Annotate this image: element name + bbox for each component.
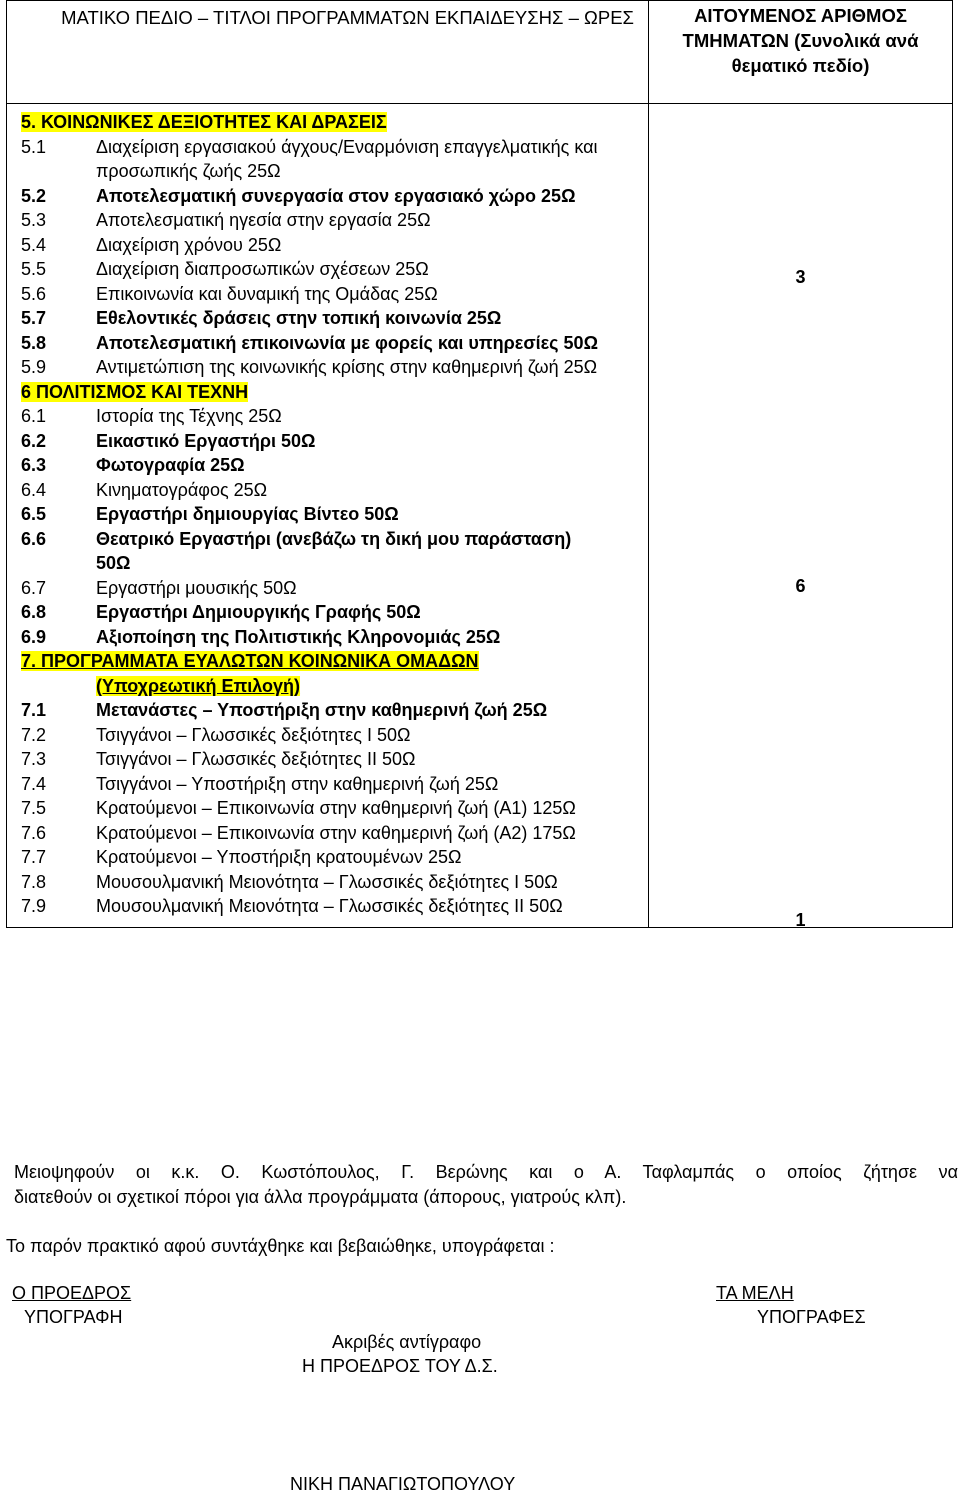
list-item: 7.4 Τσιγγάνοι – Υποστήριξη στην καθημερινή ζωή 25Ω bbox=[21, 773, 499, 794]
list-item: 5.3 Αποτελεσματική ηγεσία στην εργασία 25Ω bbox=[21, 210, 431, 230]
minority-note-line1: Μειοψηφούν οι κ.κ. Ο. Κωστόπουλος, Γ. Βερώνης και ο Α. Ταφλαμπάς ο οποίος ζήτησε να bbox=[14, 1162, 958, 1182]
header-left-text: ΜΑΤΙΚΟ ΠΕΔΙΟ – ΤΙΤΛΟΙ ΠΡΟΓΡΑΜΜΑΤΩΝ ΕΚΠΑΙΔΕΥΣΗΣ – ΩΡΕΣ bbox=[61, 7, 634, 28]
list-item: 5.5 Διαχείριση διαπροσωπικών σχέσεων 25Ω bbox=[21, 259, 429, 279]
programs-table bbox=[6, 0, 953, 928]
president-signature-label: ΥΠΟΓΡΑΦΗ bbox=[24, 1307, 123, 1327]
section-subtitle: (Υποχρεωτική Επιλογή) bbox=[96, 675, 301, 696]
minority-note-line2: διατεθούν οι σχετικοί πόροι για άλλα προγράμματα (άπορους, γιατρούς κλπ). bbox=[14, 1187, 627, 1207]
list-item: 7.3 Τσιγγάνοι – Γλωσσικές δεξιότητες ΙΙ 50Ω bbox=[21, 749, 416, 769]
list-item: 5.4 Διαχείριση χρόνου 25Ω bbox=[21, 234, 282, 255]
list-item: 6.9 Αξιοποίηση της Πολιτιστικής Κληρονομιάς 25Ω bbox=[21, 626, 501, 647]
list-item: 7.8 Μουσουλμανική Μειονότητα – Γλωσσικές δεξιότητες Ι 50Ω bbox=[21, 871, 558, 892]
programs-list-cell bbox=[7, 104, 649, 928]
list-item: 5.9 Αντιμετώπιση της κοινωνικής κρίσης στην καθημερινή ζωή 25Ω bbox=[21, 357, 598, 377]
list-item: 5.7 Εθελοντικές δράσεις στην τοπική κοινωνία 25Ω bbox=[21, 308, 502, 328]
counts-cell bbox=[649, 104, 953, 928]
list-item: 6.5 Εργαστήρι δημιουργίας Βίντεο 50Ω bbox=[21, 504, 399, 524]
list-item: 6.8 Εργαστήρι Δημιουργικής Γραφής 50Ω bbox=[21, 602, 421, 622]
list-item: 6.1 Ιστορία της Τέχνης 25Ω bbox=[21, 406, 282, 426]
list-item: 7.2 Τσιγγάνοι – Γλωσσικές δεξιότητες Ι 50Ω bbox=[21, 724, 411, 745]
members-title: ΤΑ ΜΕΛΗ bbox=[716, 1283, 794, 1303]
section-5-count: 3 bbox=[795, 267, 806, 287]
list-item: 6.7 Εργαστήρι μουσικής 50Ω bbox=[21, 577, 297, 598]
list-item: 6.3 Φωτογραφία 25Ω bbox=[21, 455, 245, 475]
header-right-cell bbox=[649, 1, 953, 104]
list-item: 7.9 Μουσουλμανική Μειονότητα – Γλωσσικές δεξιότητες ΙΙ 50Ω bbox=[21, 896, 563, 916]
list-item: 5.2 Αποτελεσματική συνεργασία στον εργασιακό χώρο 25Ω bbox=[21, 185, 576, 206]
list-item: 7.1 Μετανάστες – Υποστήριξη στην καθημερινή ζωή 25Ω bbox=[21, 700, 548, 720]
signature-statement: Το παρόν πρακτικό αφού συντάχθηκε και βεβαιώθηκε, υπογράφεται : bbox=[6, 1236, 555, 1256]
list-item: 7.6 Κρατούμενοι – Επικοινωνία στην καθημερινή ζωή (Α2) 175Ω bbox=[21, 822, 576, 843]
copy-role: Η ΠΡΟΕΔΡΟΣ ΤΟΥ Δ.Σ. bbox=[302, 1356, 498, 1376]
section-7-count: 1 bbox=[795, 910, 806, 930]
list-item: 5.8 Αποτελεσματική επικοινωνία με φορείς και υπηρεσίες 50Ω bbox=[21, 332, 598, 353]
header-left-cell bbox=[7, 1, 649, 104]
list-item: 6.6 Θεατρικό Εργαστήρι (ανεβάζω τη δική μου παράσταση) 50Ω bbox=[21, 528, 572, 573]
members-signature-label: ΥΠΟΓΡΑΦΕΣ bbox=[757, 1307, 866, 1327]
president-title: Ο ΠΡΟΕΔΡΟΣ bbox=[12, 1283, 132, 1303]
table-header-row bbox=[7, 1, 953, 104]
header-right-text: ΑΙΤΟΥΜΕΝΟΣ ΑΡΙΘΜΟΣ ΤΜΗΜΑΤΩΝ (Συνολικά ανά θεματικό πεδίο) bbox=[682, 5, 919, 76]
section-title: 7. ΠΡΟΓΡΑΜΜΑΤΑ ΕΥΑΛΩΤΩΝ ΚΟΙΝΩΝΙΚΑ ΟΜΑΔΩΝ bbox=[21, 651, 479, 671]
list-item: 7.5 Κρατούμενοι – Επικοινωνία στην καθημερινή ζωή (Α1) 125Ω bbox=[21, 798, 576, 818]
true-copy-label: Ακριβές αντίγραφο bbox=[332, 1332, 482, 1352]
section-title: 6 ΠΟΛΙΤΙΣΜΟΣ ΚΑΙ ΤΕΧΝΗ bbox=[21, 381, 249, 402]
list-item: 7.7 Κρατούμενοι – Υποστήριξη κρατουμένων 25Ω bbox=[21, 847, 462, 867]
list-item: 6.4 Κινηματογράφος 25Ω bbox=[21, 479, 268, 500]
section-title: 5. ΚΟΙΝΩΝΙΚΕΣ ΔΕΞΙΟΤΗΤΕΣ ΚΑΙ ΔΡΑΣΕΙΣ bbox=[21, 112, 387, 132]
section-6-count: 6 bbox=[795, 576, 806, 596]
signer-name: ΝΙΚΗ ΠΑΝΑΓΙΩΤΟΠΟΥΛΟΥ bbox=[290, 1474, 516, 1494]
list-item: 6.2 Εικαστικό Εργαστήρι 50Ω bbox=[21, 430, 316, 451]
table-body-row bbox=[7, 104, 953, 928]
list-item: 5.6 Επικοινωνία και δυναμική της Ομάδας 25Ω bbox=[21, 283, 438, 304]
list-item: 5.1 Διαχείριση εργασιακού άγχους/Εναρμόνιση επαγγελματικής και προσωπικής ζωής 25Ω bbox=[21, 136, 598, 181]
